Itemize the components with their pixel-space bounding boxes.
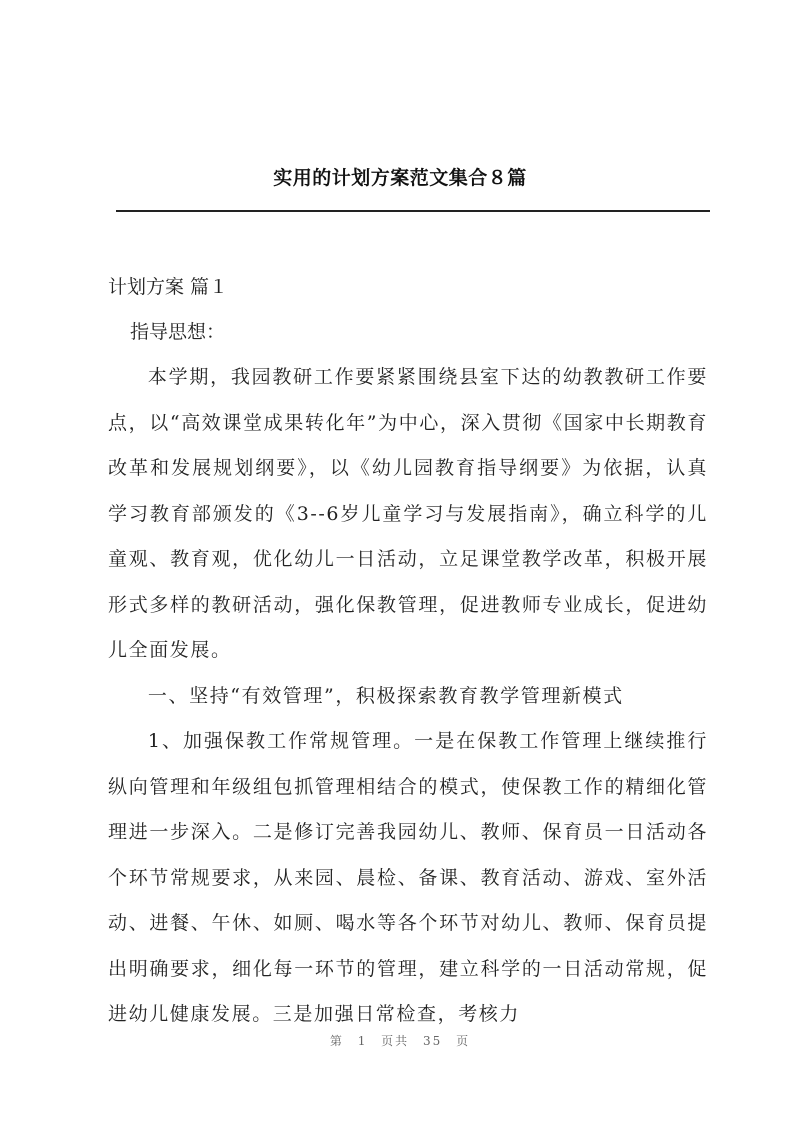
section-heading: 计划方案 篇１	[108, 276, 229, 298]
document-title: 实用的计划方案范文集合８篇	[273, 167, 527, 189]
footer-prefix: 第	[329, 1034, 344, 1048]
footer-page-number: 1	[357, 1034, 368, 1048]
footer-total-pages: 35	[423, 1034, 443, 1048]
footer-middle: 页共	[381, 1034, 410, 1048]
paragraph-intro: 本学期，我园教研工作要紧紧围绕县室下达的幼教教研工作要点，以“高效课堂成果转化年”为中心，深入贯彻《国家中长期教育改革和发展规划纲要》，以《幼儿园教育指导纲要》为依据，认真学习教育部颁发的《3--6岁儿童学习与发展指南》，确立科学的儿童观、教育观，优化幼儿一日活动，立足课堂教学改革，积极开展形式多样的教研活动，强化保教管理，促进教师专业成长，促进幼儿全面发展。	[108, 366, 708, 661]
page-footer	[0, 1032, 800, 1049]
title-underline	[116, 210, 710, 212]
document-body	[108, 355, 708, 1038]
footer-suffix: 页	[456, 1034, 471, 1048]
paragraph-item-one: 1、加强保教工作常规管理。一是在保教工作管理上继续推行纵向管理和年级组包抓管理相结合的模式，使保教工作的精细化管理进一步深入。二是修订完善我园幼儿、教师、保育员一日活动各个环节常规要求，从来园、晨检、备课、教育活动、游戏、室外活动、进餐、午休、如厕、喝水等各个环节对幼儿、教师、保育员提出明确要求，细化每一环节的管理，建立科学的一日活动常规，促进幼儿健康发展。三是加强日常检查，考核力	[108, 730, 708, 1025]
paragraph-heading-one: 一、坚持“有效管理”，积极探索教育教学管理新模式	[147, 684, 624, 707]
guide-heading: 指导思想：	[130, 321, 226, 343]
